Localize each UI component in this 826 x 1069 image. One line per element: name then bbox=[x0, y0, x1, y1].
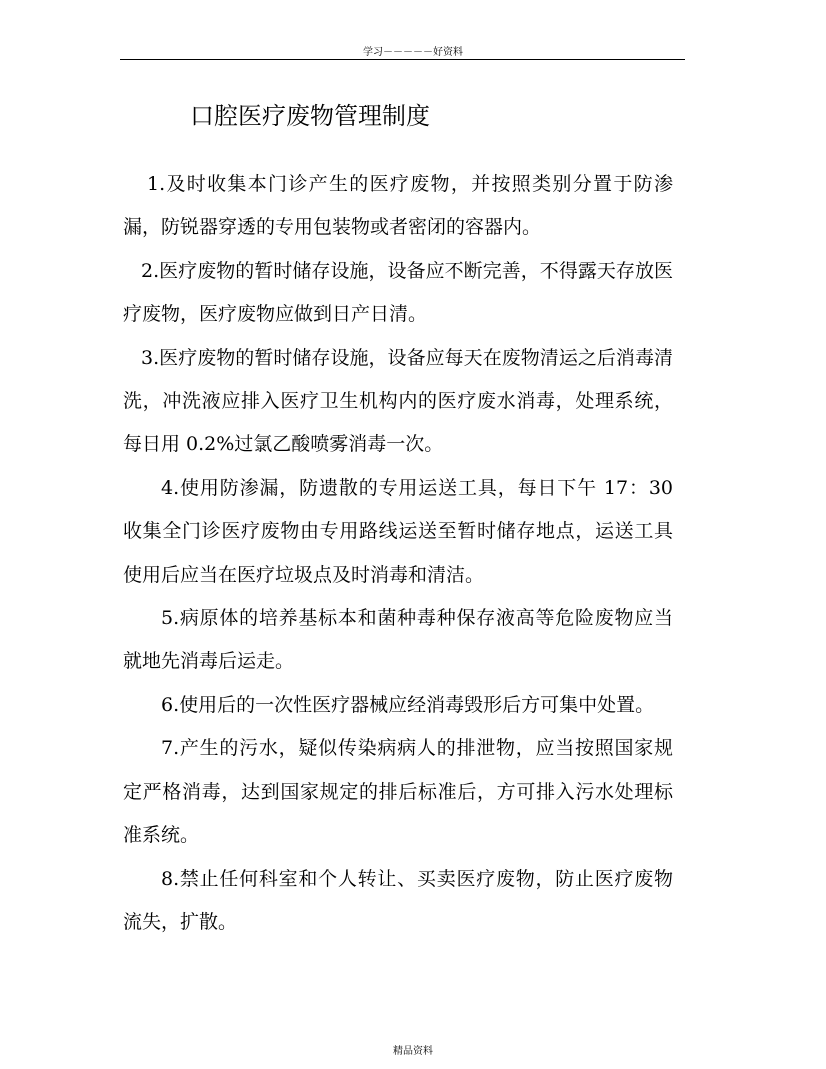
page-footer-text: 精品资料 bbox=[393, 1046, 433, 1057]
document-body bbox=[123, 163, 673, 944]
paragraph-2: 2.医疗废物的暂时储存设施，设备应不断完善，不得露天存放医疗废物，医疗废物应做到日产日清。 bbox=[123, 259, 673, 326]
header-divider bbox=[120, 59, 685, 60]
paragraph-6: 6.使用后的一次性医疗器械应经消毒毁形后方可集中处置。 bbox=[161, 693, 655, 716]
paragraph-4: 4.使用防渗漏，防遗散的专用运送工具，每日下午 17：30 收集全门诊医疗废物由专用路线运送至暂时储存地点，运送工具使用后应当在医疗垃圾点及时消毒和清洁。 bbox=[123, 476, 673, 586]
page-header-text: 学习－－－－－好资料 bbox=[363, 47, 463, 58]
paragraph-3: 3.医疗废物的暂时储存设施，设备应每天在废物清运之后消毒清洗，冲洗液应排入医疗卫生机构内的医疗废水消毒，处理系统，每日用 0.2%过氯乙酸喷雾消毒一次。 bbox=[123, 346, 673, 456]
paragraph-5: 5.病原体的培养基标本和菌种毒种保存液高等危险废物应当就地先消毒后运走。 bbox=[123, 607, 673, 673]
paragraph-1: 1.及时收集本门诊产生的医疗废物，并按照类别分置于防渗漏，防锐器穿透的专用包装物或者密闭的容器内。 bbox=[123, 173, 673, 239]
paragraph-7: 7.产生的污水，疑似传染病病人的排泄物，应当按照国家规定严格消毒，达到国家规定的排后标准后，方可排入污水处理标准系统。 bbox=[123, 737, 673, 847]
document-title: 口腔医疗废物管理制度 bbox=[190, 102, 430, 131]
paragraph-8: 8.禁止任何科室和个人转让、买卖医疗废物，防止医疗废物流失，扩散。 bbox=[123, 867, 673, 933]
